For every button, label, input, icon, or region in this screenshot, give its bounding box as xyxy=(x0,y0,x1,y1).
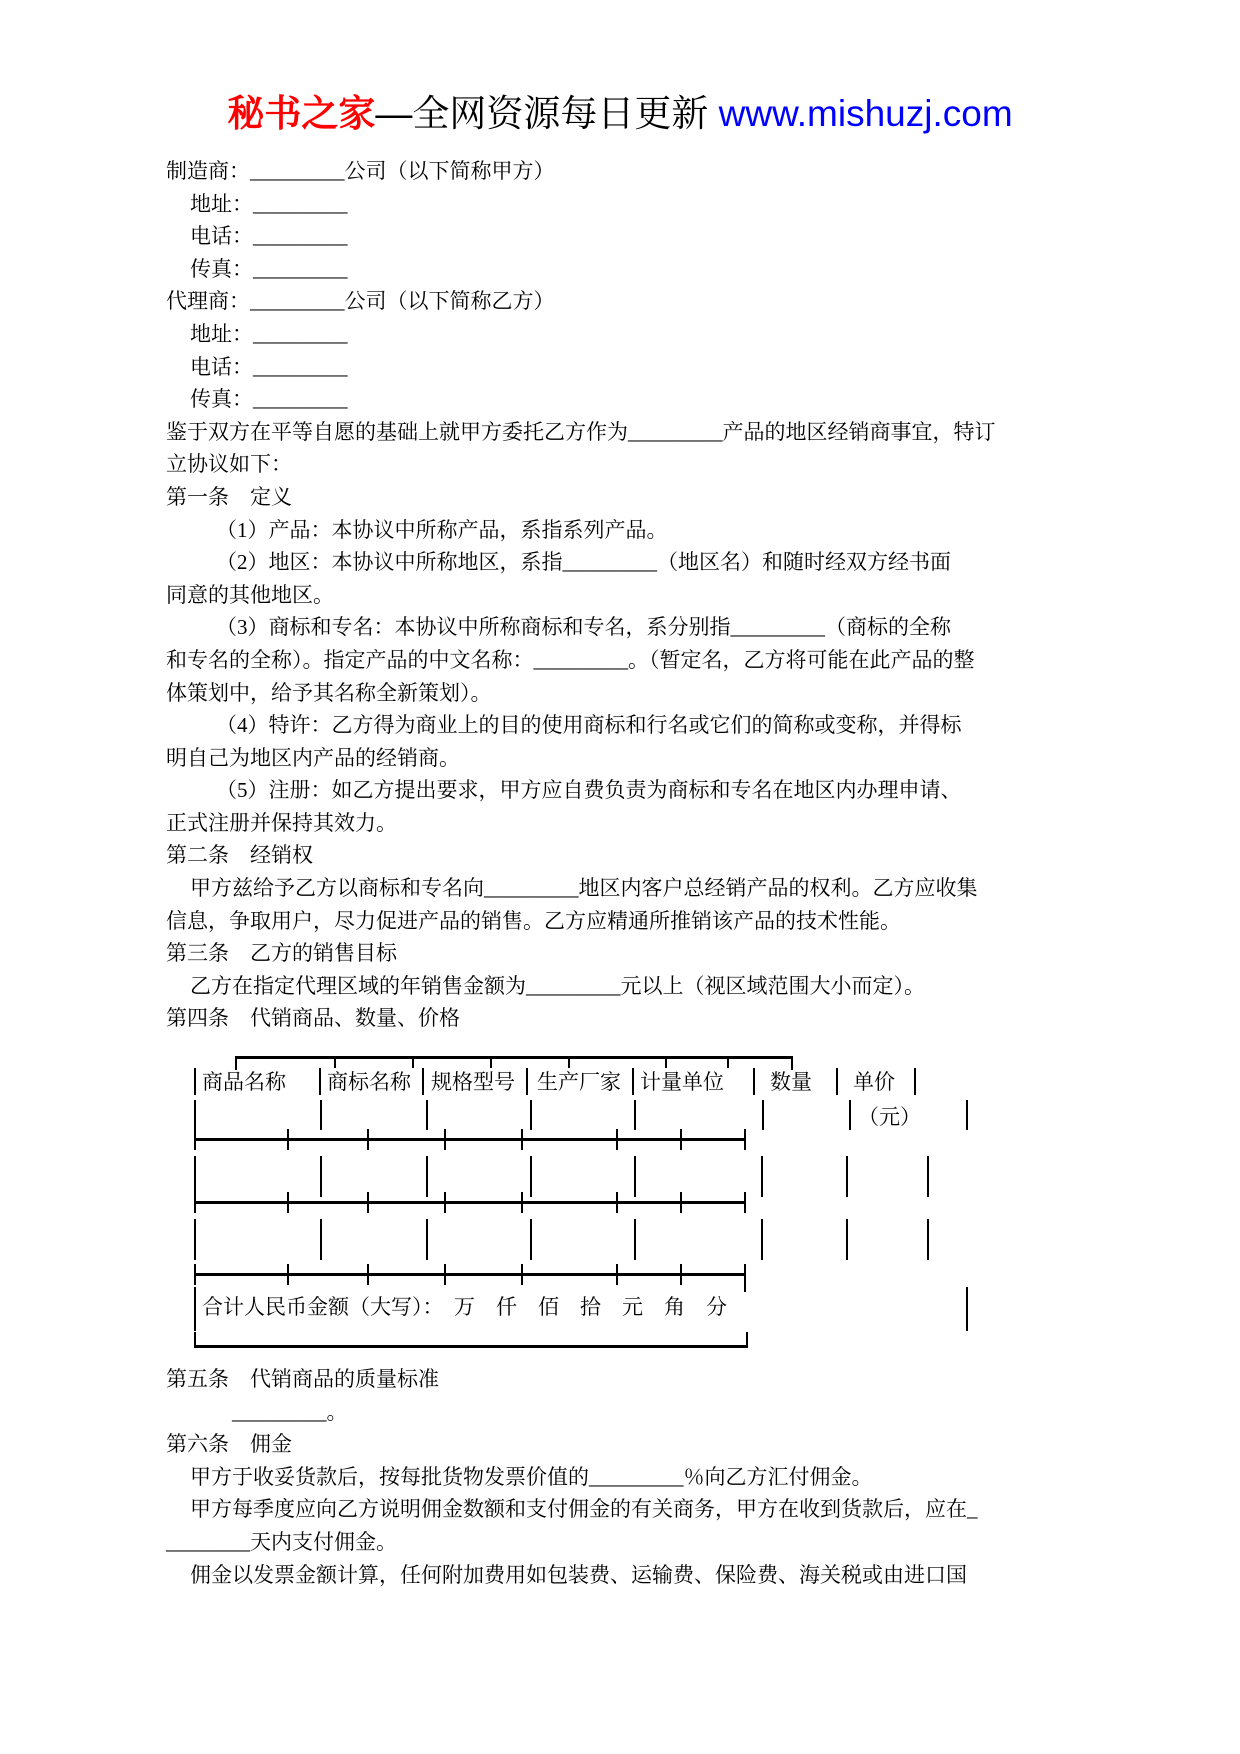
table-bar xyxy=(526,1068,528,1095)
table-bar xyxy=(426,1100,428,1130)
doc-line-def-1: （1）产品：本协议中所称产品，系指系列产品。 xyxy=(216,517,668,542)
section-heading-5: 第五条 代销商品的质量标准 xyxy=(166,1367,439,1392)
site-name: 秘书之家 xyxy=(227,93,376,134)
doc-line-preamble: 鉴于双方在平等自愿的基础上就甲方委托乙方作为_________产品的地区经销商事宜，特订 xyxy=(166,419,996,444)
doc-line-sec6-3: ________天内支付佣金。 xyxy=(166,1530,397,1554)
column-header-quantity: 数量 xyxy=(770,1070,812,1095)
site-url-link: www.mishuzj.com xyxy=(718,93,1013,134)
table-bar xyxy=(422,1068,424,1095)
table-bar xyxy=(319,1068,321,1095)
table-bottom-border xyxy=(194,1345,748,1348)
table-top-border xyxy=(235,1056,793,1059)
table-bar xyxy=(846,1156,848,1197)
table-bar xyxy=(927,1219,929,1260)
column-header-product-name: 商品名称 xyxy=(202,1070,286,1095)
table-sep-tick xyxy=(367,1192,369,1213)
table-bar xyxy=(846,1219,848,1260)
doc-line-manufacturer: 制造商：_________公司（以下简称甲方） xyxy=(166,159,555,183)
table-bar xyxy=(194,1219,196,1260)
table-sep-tick xyxy=(680,1264,682,1285)
doc-line-address-b: 地址：_________ xyxy=(190,321,348,346)
table-sep-tick xyxy=(521,1192,523,1213)
table-sep-tick xyxy=(616,1192,618,1213)
doc-line-def-2b: 同意的其他地区。 xyxy=(166,582,334,607)
column-header-unit-price: 单价 xyxy=(853,1070,895,1095)
table-top-tick xyxy=(412,1056,414,1068)
section-heading-3: 第三条 乙方的销售目标 xyxy=(166,941,397,966)
table-bar xyxy=(320,1219,322,1260)
doc-line-def-2: （2）地区：本协议中所称地区，系指_________（地区名）和随时经双方经书面 xyxy=(216,550,951,575)
table-top-tick xyxy=(727,1056,729,1068)
doc-line-def-3b: 和专名的全称）。指定产品的中文名称：_________。（暂定名，乙方将可能在此产品的整 xyxy=(166,647,975,672)
table-bar xyxy=(194,1100,196,1130)
column-header-brand-name: 商标名称 xyxy=(327,1070,411,1095)
column-header-unit: 计量单位 xyxy=(640,1070,724,1095)
table-separator xyxy=(194,1138,746,1141)
table-bar xyxy=(530,1100,532,1130)
doc-line-sec6-2: 甲方每季度应向乙方说明佣金数额和支付佣金的有关商务，甲方在收到货款后，应在_ xyxy=(190,1497,978,1522)
table-bar xyxy=(634,1156,636,1197)
section-heading-4: 第四条 代销商品、数量、价格 xyxy=(166,1006,460,1031)
contract-body xyxy=(166,155,1126,1591)
doc-line-phone-a: 电话：_________ xyxy=(190,224,348,249)
table-sep-tick xyxy=(287,1192,289,1213)
table-bar xyxy=(194,1287,196,1331)
column-header-spec-model: 规格型号 xyxy=(431,1070,515,1095)
section-heading-1: 第一条 定义 xyxy=(166,484,292,509)
table-sep-tick xyxy=(194,1264,196,1285)
table-bar xyxy=(966,1287,968,1331)
doc-line-sec2-2: 信息，争取用户，尽力促进产品的销售。乙方应精通所推销该产品的技术性能。 xyxy=(166,908,901,933)
doc-line-phone-b: 电话：_________ xyxy=(190,354,348,379)
table-sep-tick xyxy=(444,1264,446,1285)
doc-line-address-a: 地址：_________ xyxy=(190,191,348,216)
table-bar xyxy=(194,1068,196,1095)
doc-line-def-5b: 正式注册并保持其效力。 xyxy=(166,810,397,835)
table-sep-tick xyxy=(194,1129,196,1150)
doc-line-def-3c: 体策划中，给予其名称全新策划）。 xyxy=(166,680,492,705)
table-bar xyxy=(320,1156,322,1197)
doc-line-def-5: （5）注册：如乙方提出要求，甲方应自费负责为商标和专名在地区内办理申请、 xyxy=(216,778,962,803)
table-sep-tick xyxy=(616,1264,618,1285)
table-bar xyxy=(426,1156,428,1197)
doc-line-agent: 代理商：_________公司（以下简称乙方） xyxy=(166,289,555,314)
doc-line-sec5-blank: _________。 xyxy=(232,1399,348,1424)
table-sep-tick xyxy=(744,1192,746,1213)
table-sep-tick xyxy=(194,1192,196,1213)
table-bar xyxy=(914,1068,916,1095)
doc-line-def-4b: 明自己为地区内产品的经销商。 xyxy=(166,745,460,770)
doc-line-sec3-1: 乙方在指定代理区域的年销售金额为_________元以上（视区域范围大小而定）。 xyxy=(190,973,925,998)
table-bar xyxy=(849,1100,851,1130)
table-sep-tick xyxy=(287,1129,289,1150)
table-sep-tick xyxy=(367,1129,369,1150)
section-heading-6: 第六条 佣金 xyxy=(166,1432,292,1457)
section-heading-2: 第二条 经销权 xyxy=(166,843,313,868)
doc-line-preamble-2: 立协议如下： xyxy=(166,452,292,477)
products-table xyxy=(194,1051,984,1349)
site-tagline: —全网资源每日更新 xyxy=(375,93,719,134)
table-sep-tick xyxy=(616,1129,618,1150)
doc-line-fax-b: 传真：_________ xyxy=(190,387,348,412)
doc-line-fax-a: 传真：_________ xyxy=(190,256,348,281)
table-sep-tick xyxy=(367,1264,369,1285)
table-sep-tick xyxy=(744,1129,746,1150)
table-bar xyxy=(530,1156,532,1197)
table-bar xyxy=(634,1100,636,1130)
table-sep-tick xyxy=(287,1264,289,1285)
doc-line-sec6-1: 甲方于收妥货款后，按每批货物发票价值的_________％向乙方汇付佣金。 xyxy=(190,1464,873,1489)
table-bar xyxy=(966,1100,968,1130)
table-bar xyxy=(426,1219,428,1260)
table-bar xyxy=(194,1156,196,1197)
table-bar xyxy=(762,1100,764,1130)
table-sep-tick xyxy=(444,1192,446,1213)
table-sep-tick xyxy=(744,1264,746,1292)
table-bar xyxy=(634,1219,636,1260)
site-header xyxy=(0,90,1240,138)
doc-line-def-4: （4）特许：乙方得为商业上的目的使用商标和行名或它们的简称或变称，并得标 xyxy=(216,713,962,738)
table-bar xyxy=(320,1100,322,1130)
table-bar xyxy=(761,1156,763,1197)
table-separator xyxy=(194,1201,746,1204)
table-bar xyxy=(753,1068,755,1095)
table-bar xyxy=(530,1219,532,1260)
table-sep-tick xyxy=(521,1129,523,1150)
doc-line-sec6-4: 佣金以发票金额计算，任何附加费用如包装费、运输费、保险费、海关税或由进口国 xyxy=(190,1562,967,1587)
unit-price-yuan-label: （元） xyxy=(858,1105,921,1130)
total-amount-row: 合计人民币金额（大写）： 万 仟 佰 拾 元 角 分 xyxy=(202,1295,727,1320)
table-sep-tick xyxy=(680,1192,682,1213)
table-bar xyxy=(632,1068,634,1095)
table-sep-tick xyxy=(521,1264,523,1285)
table-sep-tick xyxy=(680,1129,682,1150)
table-bar xyxy=(836,1068,838,1095)
table-sep-tick xyxy=(444,1129,446,1150)
doc-line-sec2-1: 甲方兹给予乙方以商标和专名向_________地区内客户总经销产品的权利。乙方应收集 xyxy=(190,876,978,901)
table-bar xyxy=(761,1219,763,1260)
table-bar xyxy=(927,1156,929,1197)
column-header-manufacturer: 生产厂家 xyxy=(537,1070,621,1095)
doc-line-def-3: （3）商标和专名：本协议中所称商标和专名，系分别指_________（商标的全称 xyxy=(216,615,951,640)
table-separator xyxy=(194,1273,746,1276)
